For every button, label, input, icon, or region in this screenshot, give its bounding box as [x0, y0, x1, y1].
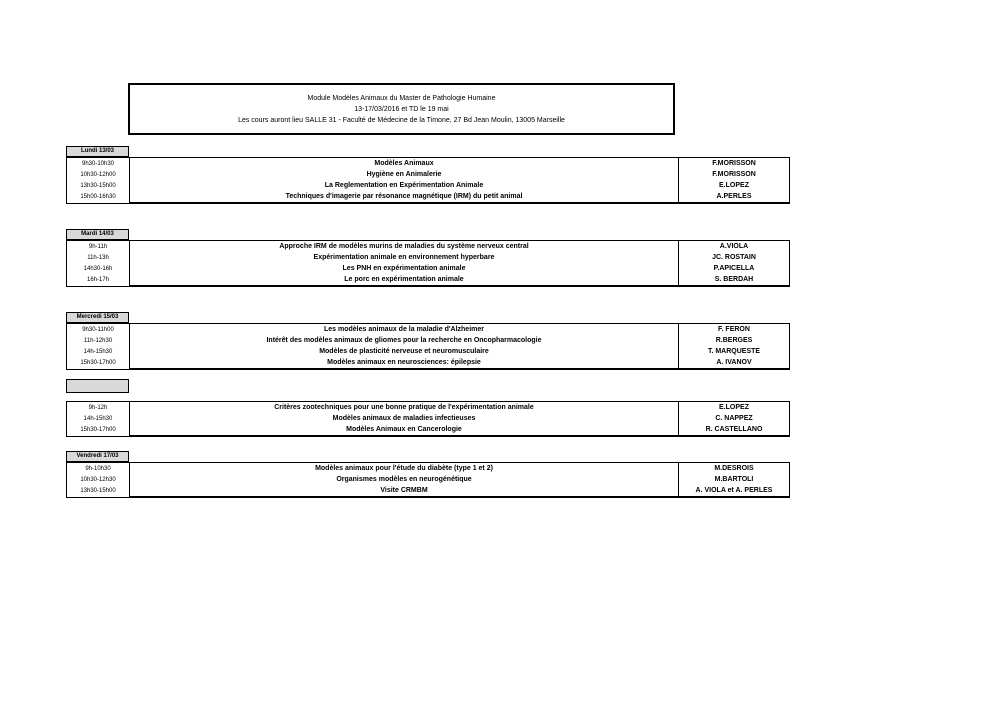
session-title: Hygiène en Animalerie	[366, 170, 442, 178]
session-title: Critères zootechniques pour une bonne pratique de l'expérimentation animale	[130, 402, 679, 414]
session-row	[67, 485, 790, 497]
session-table	[66, 157, 790, 204]
session-table	[66, 240, 790, 287]
session-title: La Reglementation en Expérimentation Animale	[324, 181, 484, 189]
session-title: Expérimentation animale en environnement hyperbare	[313, 253, 495, 261]
session-teacher: F. FERON	[679, 324, 790, 336]
session-row	[67, 241, 790, 253]
session-row	[67, 274, 790, 286]
session-time: 9h-10h30	[67, 463, 130, 475]
session-row	[67, 402, 790, 414]
session-title: Modèles Animaux en Cancerologie	[130, 424, 679, 436]
session-title: Modèles animaux pour l'étude du diabète (type 1 et 2)	[130, 463, 679, 475]
day-block	[66, 229, 790, 287]
header-dates: 13-17/03/2016 et TD le 19 mai	[354, 105, 449, 113]
session-title: Le porc en expérimentation animale	[130, 274, 679, 286]
session-title: Les modèles animaux de la maladie d'Alzheimer	[130, 324, 679, 336]
day-label: Mardi 14/03	[66, 229, 129, 240]
session-time: 11h-13h	[67, 252, 130, 263]
session-time: 15h30-17h00	[67, 357, 130, 369]
session-row	[67, 463, 790, 475]
header-location: Les cours auront lieu SALLE 31 - Faculté de Médecine de la Timone, 27 Bd Jean Moulin, 13005 Marseille	[238, 116, 565, 124]
session-time: 11h-12h30	[67, 335, 130, 346]
session-title: Visite CRMBM	[130, 485, 679, 497]
session-teacher: A.PERLES	[679, 191, 790, 203]
session-title: Les PNH en expérimentation animale	[342, 264, 466, 272]
session-teacher: M.DESROIS	[679, 463, 790, 475]
session-time: 10h30-12h30	[67, 474, 130, 485]
day-block	[66, 312, 790, 370]
session-title: Approche IRM de modèles murins de maladies du système nerveux central	[130, 241, 679, 253]
session-teacher: R. CASTELLANO	[679, 424, 790, 436]
session-time: 16h-17h	[67, 274, 130, 286]
session-row	[67, 191, 790, 203]
session-table	[66, 462, 790, 498]
session-row	[67, 335, 790, 346]
session-teacher: M.BARTOLI	[679, 474, 790, 485]
session-teacher: S. BERDAH	[679, 274, 790, 286]
session-title: Modèles animaux de maladies infectieuses	[332, 414, 476, 422]
day-label: Mercredi 15/03	[66, 312, 129, 323]
session-teacher: R.BERGES	[679, 335, 790, 346]
day-block	[66, 146, 790, 204]
day-label	[66, 379, 129, 393]
session-row	[67, 180, 790, 191]
session-time: 9h30-10h30	[67, 158, 130, 170]
session-teacher: A. IVANOV	[679, 357, 790, 369]
session-teacher: A. VIOLA et A. PERLES	[679, 485, 790, 497]
session-time: 10h30-12h00	[67, 169, 130, 180]
session-teacher: A.VIOLA	[679, 241, 790, 253]
day-block	[66, 379, 790, 437]
session-row	[67, 169, 790, 180]
session-time: 13h30-15h00	[67, 180, 130, 191]
session-title: Modèles animaux en neurosciences: épilepsie	[130, 357, 679, 369]
day-label: Vendredi 17/03	[66, 451, 129, 462]
session-row	[67, 324, 790, 336]
session-teacher: E.LOPEZ	[679, 402, 790, 414]
session-title: Organismes modèles en neurogénétique	[336, 475, 472, 483]
session-time: 15h00-16h30	[67, 191, 130, 203]
session-time: 14h30-16h	[67, 263, 130, 274]
session-row	[67, 158, 790, 170]
session-time: 9h-11h	[67, 241, 130, 253]
session-teacher: E.LOPEZ	[679, 180, 790, 191]
session-title: Techniques d'imagerie par résonance magnétique (IRM) du petit animal	[130, 191, 679, 203]
session-table	[66, 323, 790, 370]
session-time: 14h-15h30	[67, 346, 130, 357]
session-row	[67, 252, 790, 263]
session-row	[67, 346, 790, 357]
session-row	[67, 413, 790, 424]
session-row	[67, 424, 790, 436]
day-label: Lundi 13/03	[66, 146, 129, 157]
session-teacher: C. NAPPEZ	[679, 413, 790, 424]
session-title: Modèles Animaux	[130, 158, 679, 170]
session-teacher: JC. ROSTAIN	[679, 252, 790, 263]
header-title: Module Modèles Animaux du Master de Pathologie Humaine	[307, 94, 496, 102]
session-row	[67, 357, 790, 369]
session-time: 9h-12h	[67, 402, 130, 414]
session-row	[67, 474, 790, 485]
session-time: 15h30-17h00	[67, 424, 130, 436]
session-table	[66, 401, 790, 437]
session-teacher: T. MARQUESTE	[679, 346, 790, 357]
day-block	[66, 451, 790, 498]
session-time: 14h-15h30	[67, 413, 130, 424]
session-teacher: F.MORISSON	[679, 169, 790, 180]
session-time: 9h30-11h00	[67, 324, 130, 336]
session-title: Intérêt des modèles animaux de gliomes pour la recherche en Oncopharmacologie	[266, 336, 542, 344]
session-teacher: F.MORISSON	[679, 158, 790, 170]
session-time: 13h30-15h00	[67, 485, 130, 497]
session-title: Modèles de plasticité nerveuse et neuromusculaire	[319, 347, 489, 355]
session-row	[67, 263, 790, 274]
session-teacher: P.APICELLA	[679, 263, 790, 274]
schedule-header	[128, 83, 675, 135]
